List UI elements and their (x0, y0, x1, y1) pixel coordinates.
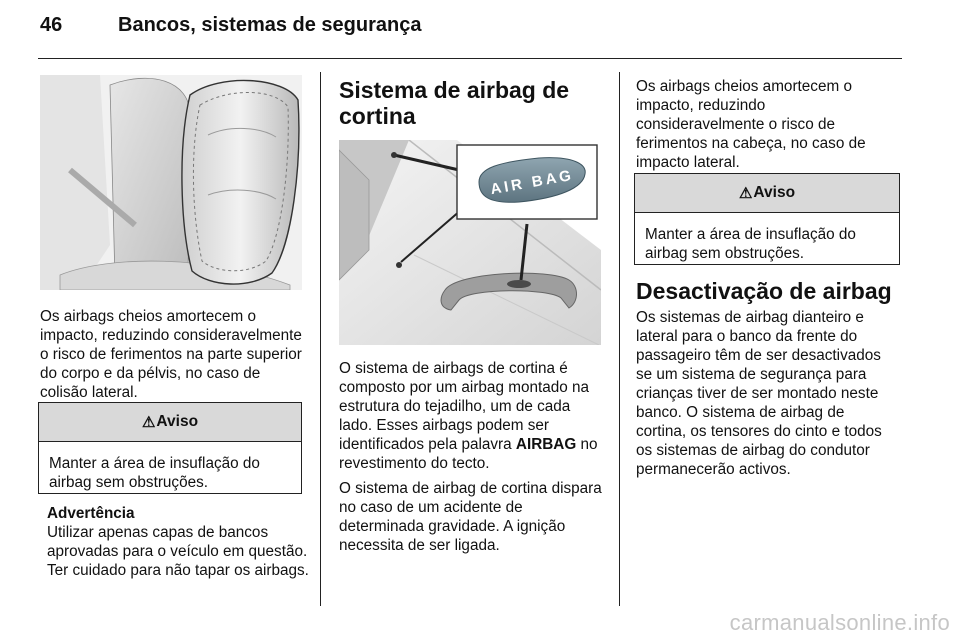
deactivation-text: Os sistemas de airbag dianteiro e lateral para o banco da frente do passageiro têm de ser desactivados se um sistema de segurança para crianças tiver de ser montado neste banco. O sistema de airbag de cortina, os tensores do cinto e todos os sistemas de airbag do condutor permanecerão activos. (636, 309, 882, 478)
warning-triangle-icon: ⚠ (141, 414, 156, 431)
curtain-airbag-figure (339, 140, 601, 345)
deactivation-title: Desactivação de airbag (636, 278, 892, 304)
head-airbag-paragraph: Os airbags cheios amortecem o impacto, reduzindo consideravelmente o risco de ferimentos na cabeça, no caso de impacto lateral. (636, 78, 866, 171)
warning-title: Aviso (753, 184, 796, 201)
curtain-paragraph-1 (339, 359, 604, 473)
warning-box-right (634, 173, 900, 265)
curtain-p1-end: no revestimento do tecto. (339, 436, 598, 472)
note-text: Utilizar apenas capas de bancos aprovadas para o veículo em questão. Ter cuidado para não tapar os airbags. (47, 524, 309, 579)
warning-title: Aviso (156, 413, 199, 430)
curtain-p1-text: O sistema de airbags de cortina é composto por um airbag montado na estrutura do tejadilho, um de cada lado. Esses airbags podem ser identificados pela palavra (339, 360, 589, 453)
seat-airbag-figure (40, 75, 302, 290)
warning-text: Manter a área de insuflação do airbag sem obstruções. (49, 455, 260, 491)
curtain-airbag-title: Sistema de airbag de cortina (339, 77, 570, 129)
header-rule (38, 58, 902, 59)
curtain-paragraph-2: O sistema de airbag de cortina dispara no caso de um acidente de determinada gravidade. A ignição necessita de ser ligada. (339, 480, 602, 554)
page-title: Bancos, sistemas de segurança (118, 14, 422, 36)
warning-box-header (635, 174, 899, 213)
side-airbag-paragraph: Os airbags cheios amortecem o impacto, reduzindo consideravelmente o risco de ferimentos na parte superior do corpo e da pélvis, no caso de colisão lateral. (40, 308, 302, 401)
column-divider-left (320, 72, 321, 606)
left-column-text (40, 307, 312, 402)
airbag-label: AIR BAG (489, 166, 576, 199)
curtain-airbag-roof-illustration (339, 140, 601, 345)
note-block (47, 504, 309, 580)
page-number: 46 (40, 14, 63, 36)
warning-triangle-icon: ⚠ (738, 185, 753, 202)
deactivation-section (636, 278, 898, 479)
warning-box-left (38, 402, 302, 494)
seat-side-airbag-illustration (40, 75, 302, 290)
warning-text: Manter a área de insuflação do airbag sem obstruções. (645, 226, 856, 262)
column-divider-right (619, 72, 620, 606)
note-title: Advertência (47, 505, 135, 522)
right-column-text (636, 77, 896, 172)
watermark: carmanualsonline.info (729, 610, 950, 635)
airbag-keyword: AIRBAG (515, 436, 577, 453)
warning-box-header (39, 403, 301, 442)
middle-column-text (339, 359, 604, 555)
curtain-section-header (339, 77, 601, 129)
